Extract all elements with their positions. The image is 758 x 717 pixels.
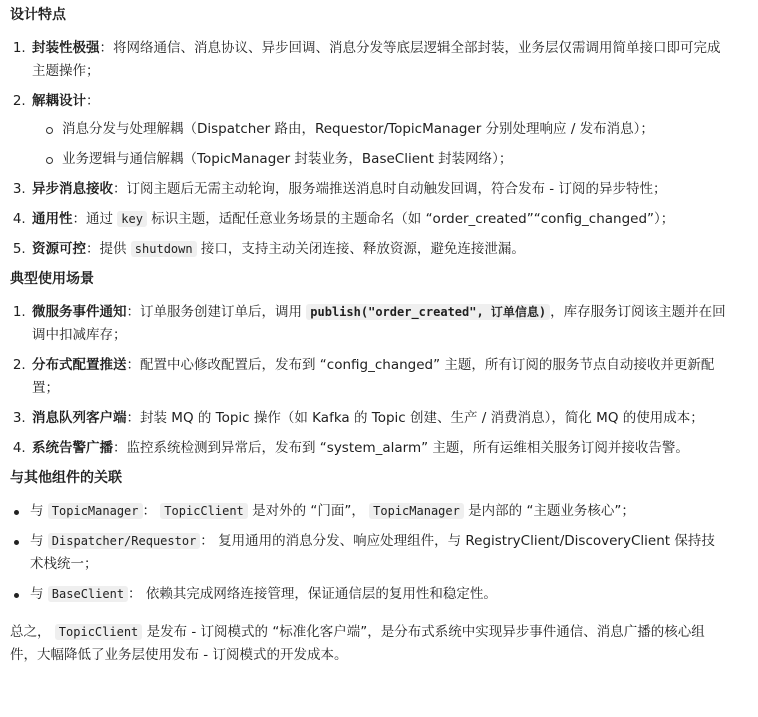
inline-code: key (117, 211, 147, 227)
item-text: ： 依赖其完成网络连接管理，保证通信层的复用性和稳定性。 (128, 586, 497, 602)
inline-code: TopicClient (160, 503, 247, 519)
item-text: 提供 (99, 241, 131, 257)
item-label: 分布式配置推送 (32, 357, 127, 373)
item-label: 解耦设计 (32, 93, 86, 109)
item-text: 是内部的 “主题业务核心”； (463, 503, 635, 519)
label-separator: ： (86, 241, 100, 257)
section-heading-related-components: 与其他组件的关联 (10, 470, 122, 486)
list-item (30, 301, 728, 347)
label-separator: ： (86, 93, 100, 109)
item-label: 微服务事件通知 (32, 304, 127, 320)
label-separator: ： (99, 40, 113, 56)
item-text: 与 (30, 586, 48, 602)
item-label: 异步消息接收 (32, 181, 113, 197)
inline-code: publish("order_created", 订单信息) (306, 304, 550, 320)
item-text: ，库存服务订阅该主题并在回调中扣减库存； (32, 304, 726, 343)
item-label: 资源可控 (32, 241, 86, 257)
list-item (30, 178, 728, 201)
label-separator: ： (126, 357, 140, 373)
list-item (30, 90, 728, 171)
related-components-list (10, 500, 728, 606)
item-text: ： 复用通用的消息分发、响应处理组件，与 RegistryClient/DiscoveryClient 保持技术栈统一； (30, 533, 715, 572)
inline-code: TopicClient (55, 624, 142, 640)
label-separator: ： (126, 304, 140, 320)
item-text: ： (142, 503, 161, 519)
item-text: 封装 MQ 的 Topic 操作（如 Kafka 的 Topic 创建、生产 / 消费消息），简化 MQ 的使用成本； (140, 410, 704, 426)
use-cases-list (10, 301, 728, 460)
item-text: 与 (30, 533, 48, 549)
summary-text: 是发布 - 订阅模式的 “标准化客户端”，是分布式系统中实现异步事件通信、消息广播的核心组件，大幅降低了业务层使用发布 - 订阅模式的开发成本。 (10, 624, 705, 663)
item-text: 将网络通信、消息协议、异步回调、消息分发等底层逻辑全部封装，业务层仅需调用简单接口即可完成主题操作； (32, 40, 721, 79)
summary-paragraph (10, 621, 728, 667)
list-item (30, 407, 728, 430)
inline-code: TopicManager (369, 503, 464, 519)
label-separator: ： (72, 211, 86, 227)
item-label: 封装性极强 (32, 40, 100, 56)
inline-code: BaseClient (48, 586, 128, 602)
item-label: 系统告警广播 (32, 440, 113, 456)
inline-code: shutdown (131, 241, 197, 257)
label-separator: ： (126, 410, 140, 426)
item-text: 接口，支持主动关闭连接、释放资源，避免连接泄漏。 (196, 241, 525, 257)
list-item (30, 437, 728, 460)
list-item (30, 208, 728, 231)
section-heading-use-cases: 典型使用场景 (10, 271, 94, 287)
item-label: 消息队列客户端 (32, 410, 127, 426)
item-text: 监控系统检测到异常后，发布到 “system_alarm” 主题，所有运维相关服务订阅并接收告警。 (126, 440, 689, 456)
design-features-list (10, 37, 728, 261)
item-text: 订单服务创建订单后，调用 (140, 304, 307, 320)
list-item (30, 37, 728, 83)
section-heading-design-features: 设计特点 (10, 7, 66, 23)
label-separator: ： (113, 440, 127, 456)
item-text: 标识主题，适配任意业务场景的主题命名（如 “order_created”“config_changed”）； (146, 211, 675, 227)
list-item (14, 500, 728, 523)
sub-list-item: 消息分发与处理解耦（Dispatcher 路由，Requestor/TopicManager 分别处理响应 / 发布消息）； (46, 118, 728, 141)
list-item (14, 530, 728, 576)
list-item (30, 238, 728, 261)
list-item (14, 583, 728, 606)
inline-code: TopicManager (48, 503, 143, 519)
item-text: 订阅主题后无需主动轮询，服务端推送消息时自动触发回调，符合发布 - 订阅的异步特性； (126, 181, 667, 197)
item-text: 配置中心修改配置后，发布到 “config_changed” 主题，所有订阅的服务节点自动接收并更新配置； (32, 357, 715, 396)
item-text: 是对外的 “门面”， (247, 503, 370, 519)
label-separator: ： (113, 181, 127, 197)
item-text: 通过 (86, 211, 118, 227)
item-label: 通用性 (32, 211, 73, 227)
list-item (30, 354, 728, 400)
sub-list-item: 业务逻辑与通信解耦（TopicManager 封装业务，BaseClient 封装网络）； (46, 148, 728, 171)
inline-code: Dispatcher/Requestor (48, 533, 201, 549)
item-text: 与 (30, 503, 48, 519)
summary-text: 总之， (10, 624, 55, 640)
sub-list (32, 118, 728, 171)
